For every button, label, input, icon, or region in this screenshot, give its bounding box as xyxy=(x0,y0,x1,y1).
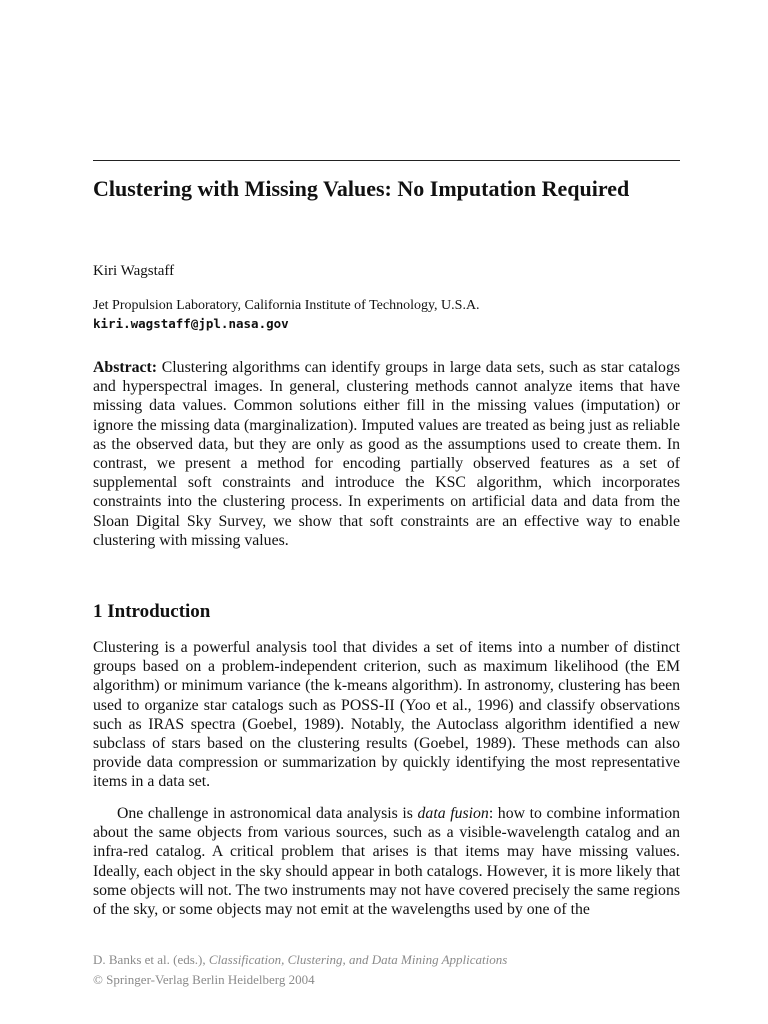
intro-paragraph-1: Clustering is a powerful analysis tool that divides a set of items into a number of distinct groups based on a problem-independent criterion, such as maximum likelihood (the EM algorithm) or minimum variance (the k-means algorithm). In astronomy, clustering has been used to organize star catalogs such as POSS-II (Yoo et al., 1996) and classify observations such as IRAS spectra (Goebel, 1989). Notably, the Autoclass algorithm identified a new subclass of stars based on the clustering results (Goebel, 1989). These methods can also provide data compression or summarization by quickly identifying the most representative items in a data set. xyxy=(93,639,680,791)
page-footer xyxy=(93,950,693,990)
author-affiliation: Jet Propulsion Laboratory, California Institute of Technology, U.S.A. xyxy=(93,298,480,313)
top-rule xyxy=(93,160,680,161)
abstract xyxy=(93,358,680,550)
section-heading-introduction: 1 Introduction xyxy=(93,601,211,622)
intro-p2-emphasis: data fusion xyxy=(417,805,489,822)
abstract-label: Abstract: xyxy=(93,359,158,376)
intro-p2-text-after: : how to combine information about the same objects from various sources, such as a visible-wavelength catalog and an infra-red catalog. A critical problem that arises is that items may have missing values. Ideally, each object in the sky should appear in both catalogs. However, it is more likely that some objects will not. The two instruments may not have covered precisely the same regions of the sky, or some objects may not emit at the wavelengths used by one of the xyxy=(93,805,681,919)
author-email[interactable]: kiri.wagstaff@jpl.nasa.gov xyxy=(93,316,289,331)
abstract-text: Clustering algorithms can identify groups in large data sets, such as star catalogs and hyperspectral images. In general, clustering methods cannot analyze items that have missing data values. Common solutions either fill in the missing values (imputation) or ignore the missing data (marginalization). Imputed values are treated as being just as reliable as the observed data, but they are only as good as the assumptions used to create them. In contrast, we present a method for encoding partially observed features as a set of supplemental soft constraints and introduce the KSC algorithm, which incorporates constraints into the clustering process. In experiments on artificial data and data from the Sloan Digital Sky Survey, we show that soft constraints are an effective way to enable clustering with missing values. xyxy=(93,359,680,549)
footer-editors: D. Banks et al. (eds.), xyxy=(93,952,209,967)
footer-book-title: Classification, Clustering, and Data Mining Applications xyxy=(208,952,508,967)
paper-title: Clustering with Missing Values: No Imputation Required xyxy=(93,176,630,201)
author-name: Kiri Wagstaff xyxy=(93,263,175,279)
intro-paragraph-2 xyxy=(93,804,680,919)
intro-p2-text-before: One challenge in astronomical data analysis is xyxy=(117,805,418,822)
footer-copyright: © Springer-Verlag Berlin Heidelberg 2004 xyxy=(93,972,315,987)
footer-citation xyxy=(93,950,693,970)
